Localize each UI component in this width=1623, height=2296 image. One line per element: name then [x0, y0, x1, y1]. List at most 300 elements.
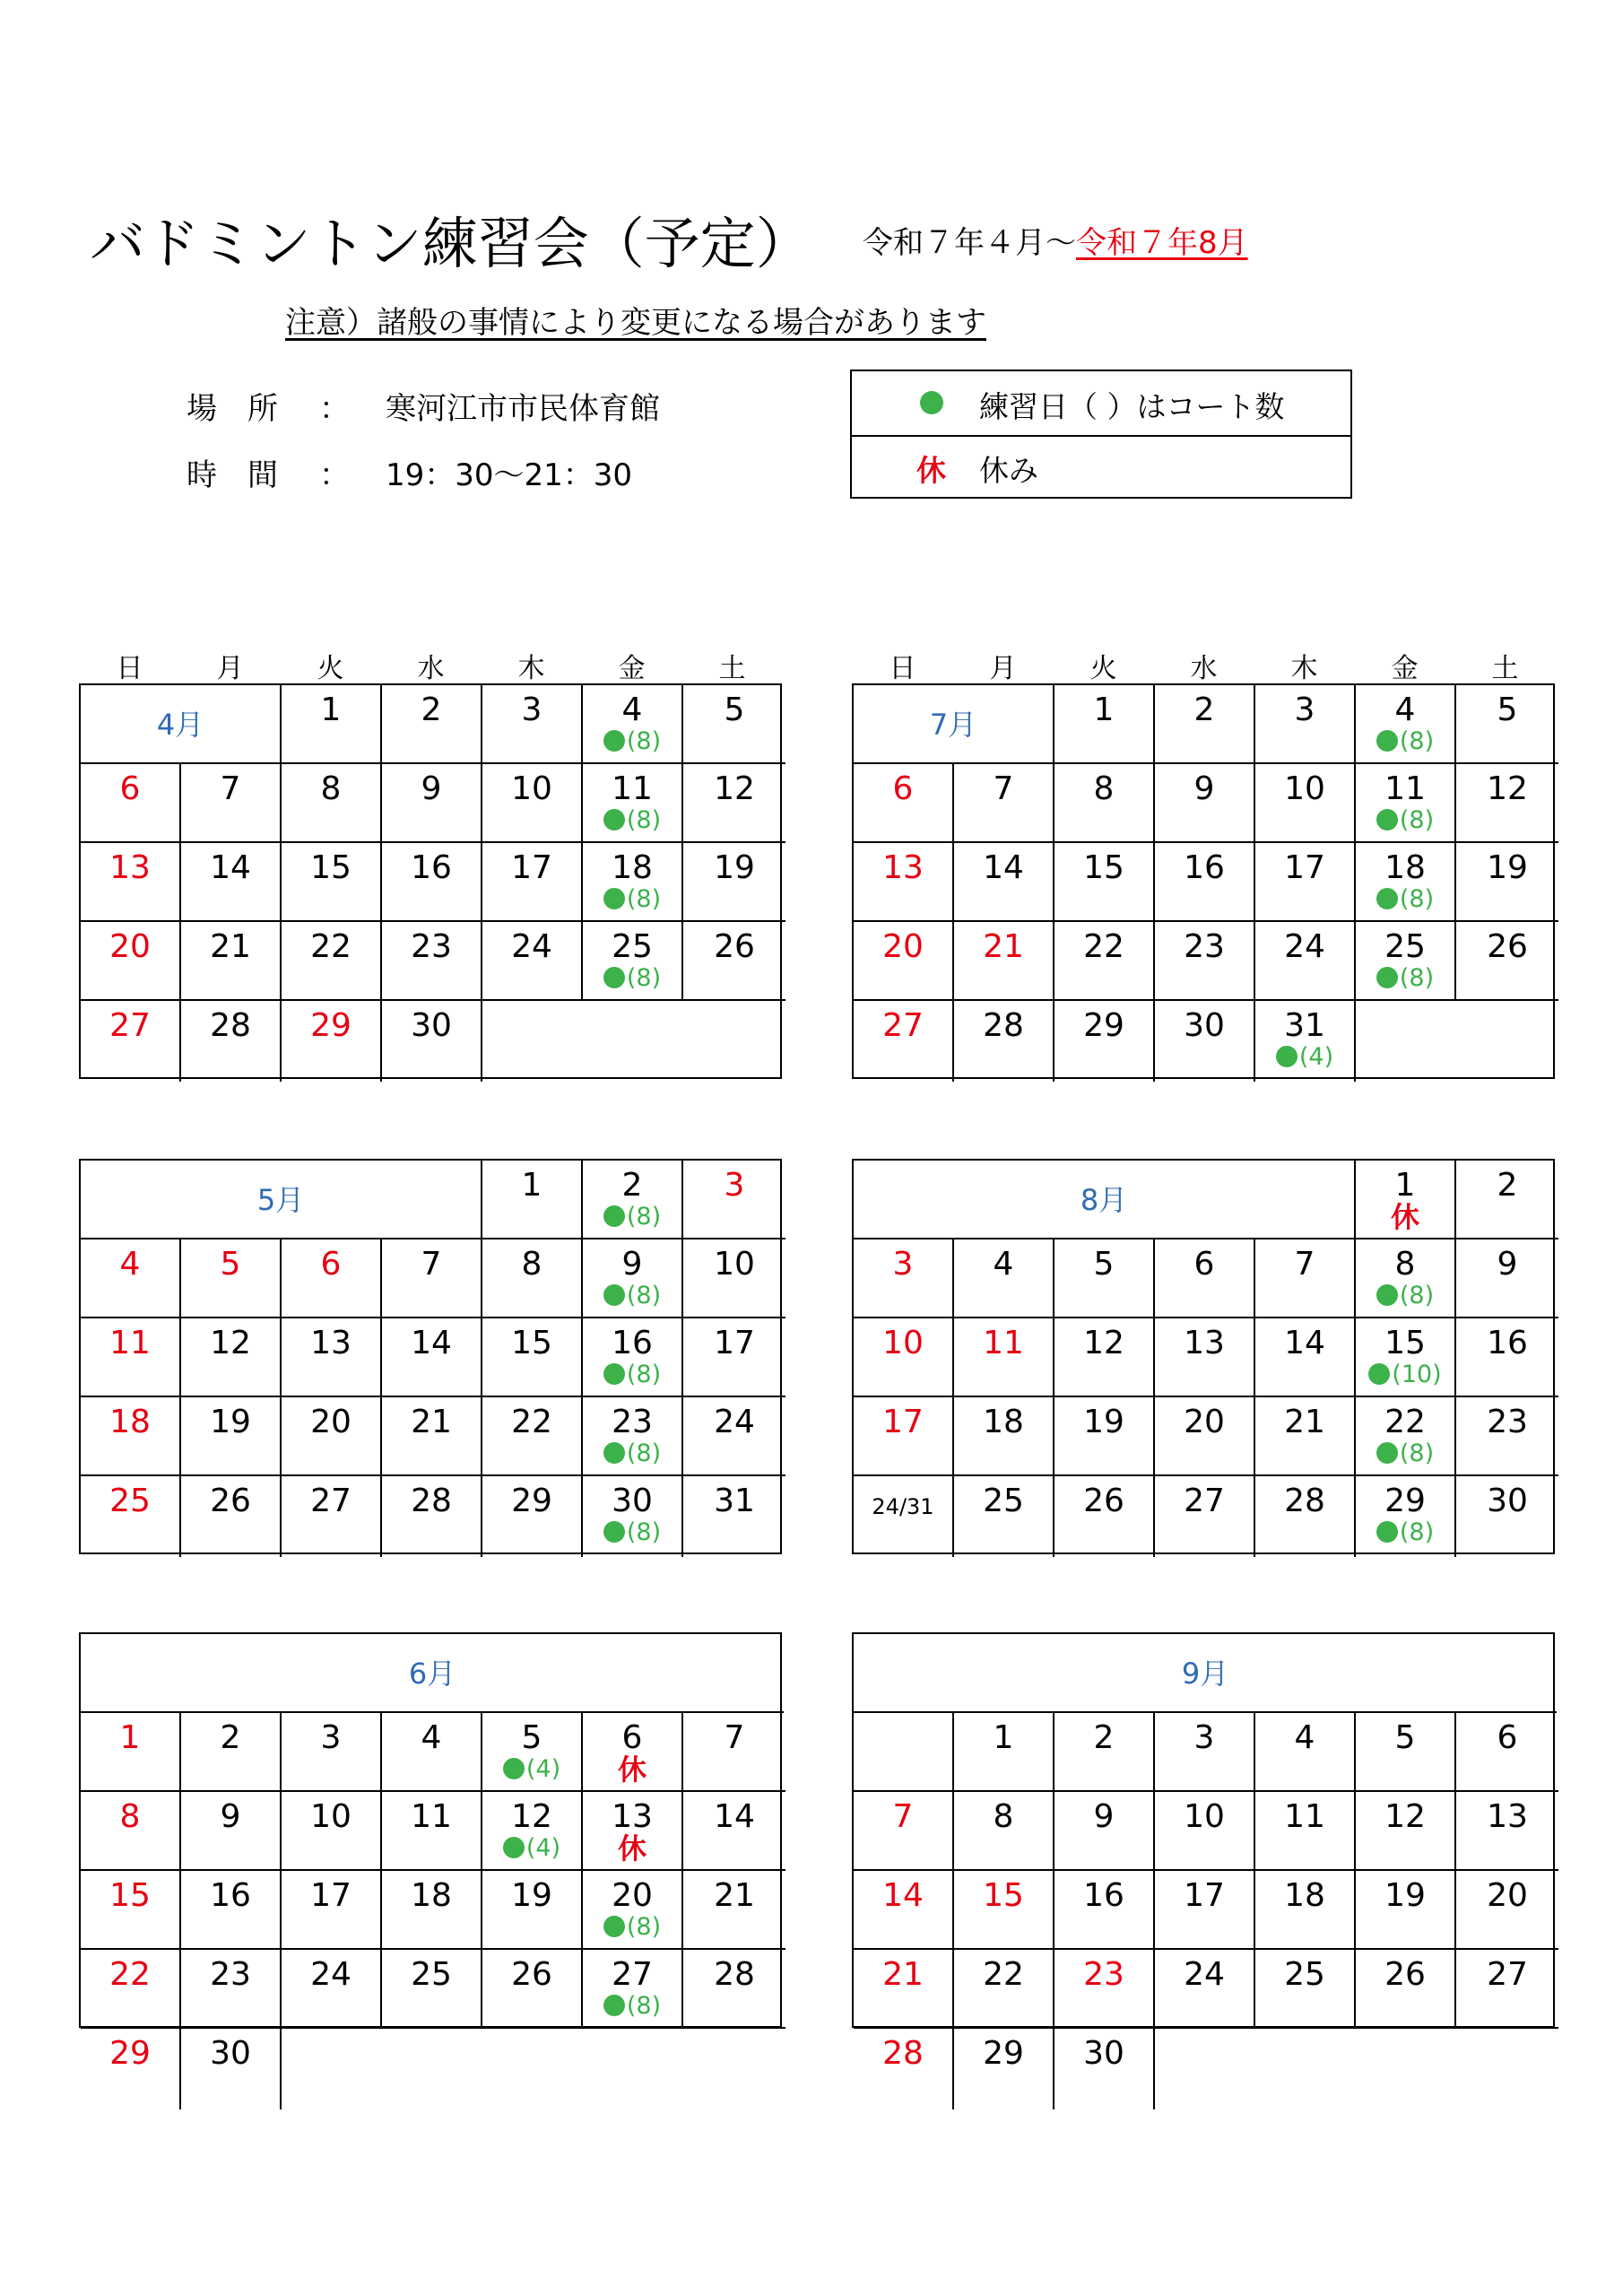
day-cell: [181, 1871, 282, 1950]
day-number: 3: [1193, 1719, 1215, 1756]
practice-dot-icon: [603, 1205, 625, 1227]
day-number: 11: [983, 1325, 1024, 1361]
legend-rest: [852, 435, 1350, 499]
day-cell: [1356, 1871, 1456, 1950]
period: [863, 218, 1248, 262]
weekday-header: 土: [1491, 653, 1519, 684]
day-number: 17: [310, 1877, 352, 1914]
day-cell: [1055, 1476, 1155, 1557]
day-number: 24: [310, 1956, 352, 1993]
month-label: 5月: [81, 1161, 482, 1239]
day-number: 13: [612, 1798, 653, 1835]
day-cell: [482, 1476, 583, 1557]
day-number: 19: [210, 1404, 251, 1440]
day-number: 14: [714, 1798, 755, 1835]
day-cell: [954, 764, 1055, 843]
day-number: 2: [1497, 1167, 1518, 1204]
practice-mark: [583, 886, 681, 913]
day-cell: [81, 1871, 181, 1950]
day-number: 7: [892, 1798, 914, 1835]
day-cell: [81, 1239, 181, 1318]
empty-cell: [1155, 2029, 1558, 2109]
weekday-header: 金: [1391, 653, 1419, 684]
day-cell: [1356, 1713, 1456, 1792]
practice-dot-icon: [1376, 809, 1398, 831]
day-cell: [583, 1792, 683, 1871]
court-count: (8): [626, 806, 662, 834]
day-cell: [282, 1001, 382, 1082]
day-number: 21: [983, 928, 1024, 965]
day-cell: [854, 843, 954, 922]
day-number: 12: [714, 770, 755, 807]
day-number: 3: [1294, 691, 1315, 728]
day-cell: [1055, 1318, 1155, 1397]
day-number: 8: [119, 1798, 141, 1835]
practice-dot-icon: [503, 1758, 525, 1779]
day-cell: [1255, 685, 1356, 764]
day-number: 25: [1384, 928, 1426, 965]
day-cell: [81, 1318, 181, 1397]
day-cell: [482, 843, 583, 922]
day-number: 19: [1384, 1877, 1426, 1914]
day-cell: [181, 764, 282, 843]
practice-mark: [583, 1361, 681, 1388]
day-number: 16: [612, 1325, 653, 1361]
day-number: 23: [1083, 1956, 1124, 1993]
day-number: 30: [1487, 1483, 1528, 1519]
day-cell: [1255, 1239, 1356, 1318]
day-number: 11: [612, 770, 653, 807]
day-number: 4: [1394, 691, 1416, 728]
day-number: 12: [1384, 1798, 1426, 1835]
day-number: 11: [109, 1325, 151, 1361]
day-number: 29: [1083, 1007, 1124, 1044]
practice-mark: [583, 1440, 681, 1467]
day-number: 1: [993, 1719, 1014, 1756]
day-cell: [583, 1950, 683, 2029]
day-cell: [382, 764, 482, 843]
day-number: 21: [411, 1404, 452, 1440]
day-cell: [482, 1792, 583, 1871]
day-number: 27: [612, 1956, 653, 1993]
day-number: 9: [1093, 1798, 1115, 1835]
day-cell: [583, 1161, 683, 1239]
day-number: 18: [109, 1404, 151, 1440]
day-number: 2: [220, 1719, 241, 1756]
day-cell: [583, 922, 683, 1001]
day-number: 19: [714, 849, 755, 886]
practice-dot-icon: [1376, 1284, 1398, 1306]
day-number: 18: [1284, 1877, 1325, 1914]
day-number: 5: [1093, 1246, 1115, 1283]
day-number: 9: [220, 1798, 241, 1835]
day-cell: [954, 843, 1055, 922]
day-number: 5: [724, 691, 745, 728]
day-number: 2: [621, 1167, 643, 1204]
practice-dot-icon: [603, 730, 625, 752]
day-cell: [1255, 1476, 1356, 1557]
court-count: (8): [1399, 964, 1435, 992]
day-number: 20: [109, 928, 151, 965]
day-cell: [282, 1476, 382, 1557]
day-cell: [954, 1397, 1055, 1476]
rest-mark: 休: [617, 1752, 647, 1787]
practice-dot-icon: [1376, 1442, 1398, 1464]
day-number: 16: [1487, 1325, 1528, 1361]
day-cell: [1255, 1871, 1356, 1950]
court-count: (8): [626, 1992, 662, 2020]
day-cell: [583, 843, 683, 922]
day-number: 15: [983, 1877, 1024, 1914]
day-cell: [282, 685, 382, 764]
time-label: 時 間: [187, 457, 278, 493]
practice-mark: [1255, 1044, 1354, 1071]
day-number: 22: [310, 928, 352, 965]
day-cell: [482, 1871, 583, 1950]
day-cell: [81, 2029, 181, 2109]
day-number: 2: [421, 691, 442, 728]
day-cell: [81, 764, 181, 843]
day-cell: [1456, 764, 1558, 843]
day-cell: [1456, 922, 1558, 1001]
day-number: 14: [411, 1325, 452, 1361]
day-number: 15: [1083, 849, 1124, 886]
day-number: 24: [714, 1404, 755, 1440]
day-cell: [181, 1476, 282, 1557]
practice-mark: [583, 728, 681, 755]
day-number: 29: [983, 2035, 1024, 2072]
court-count: (8): [1399, 727, 1435, 755]
day-number: 7: [1294, 1246, 1315, 1283]
day-number: 28: [983, 1007, 1024, 1044]
day-number: 6: [621, 1719, 643, 1756]
day-cell: [683, 1397, 785, 1476]
day-cell: [1155, 922, 1255, 1001]
day-number: 30: [411, 1007, 452, 1044]
day-number: 17: [1184, 1877, 1225, 1914]
practice-dot-icon: [603, 1916, 625, 1937]
day-number: 25: [983, 1483, 1024, 1519]
day-cell: [1055, 1871, 1155, 1950]
day-number: 8: [1093, 770, 1115, 807]
day-cell: [282, 1713, 382, 1792]
day-number: 21: [882, 1956, 924, 1993]
practice-mark: [1356, 886, 1454, 913]
day-cell: [683, 764, 785, 843]
day-cell: [1456, 1476, 1558, 1557]
place-colon: ：: [319, 391, 350, 427]
practice-mark: [583, 965, 681, 992]
day-number: 30: [210, 2035, 251, 2072]
time-value: 19：30～21：30: [386, 457, 633, 493]
practice-dot-icon: [503, 1837, 525, 1858]
day-number: 28: [714, 1956, 755, 1993]
day-cell: [81, 1476, 181, 1557]
day-number: 6: [892, 770, 914, 807]
day-cell: [81, 1001, 181, 1082]
day-number: 18: [411, 1877, 452, 1914]
day-number: 29: [1384, 1483, 1426, 1519]
practice-dot-icon: [603, 1284, 625, 1306]
day-cell: [1055, 1713, 1155, 1792]
legend-practice: [852, 371, 1350, 437]
practice-dot-icon: [603, 1363, 625, 1385]
practice-mark: [583, 1283, 681, 1309]
day-number: 19: [1083, 1404, 1124, 1440]
practice-dot-icon: [603, 1995, 625, 2016]
practice-mark: [583, 1204, 681, 1231]
day-number: 4: [421, 1719, 442, 1756]
court-count: (8): [1399, 885, 1435, 913]
day-cell: [583, 764, 683, 843]
day-cell: [181, 1713, 282, 1792]
day-cell: [683, 1318, 785, 1397]
day-number: 23: [612, 1404, 653, 1440]
day-number: 29: [310, 1007, 352, 1044]
day-cell: [81, 1950, 181, 2029]
day-number: 23: [1184, 928, 1225, 965]
period-end: 令和７年8月: [1076, 225, 1248, 261]
day-cell: [1456, 1318, 1558, 1397]
day-number: 17: [714, 1325, 755, 1361]
month-calendar: [79, 1159, 782, 1554]
day-cell: [854, 1792, 954, 1871]
place-value: 寒河江市市民体育館: [386, 391, 660, 427]
practice-mark: [583, 1519, 681, 1546]
day-cell: [683, 1792, 785, 1871]
day-cell: [482, 1318, 583, 1397]
practice-mark: [583, 807, 681, 834]
day-cell: [482, 922, 583, 1001]
day-number: 3: [724, 1167, 745, 1204]
day-cell: [482, 1239, 583, 1318]
day-cell: [954, 1001, 1055, 1082]
day-number: 5: [1394, 1719, 1416, 1756]
day-number: 17: [1284, 849, 1325, 886]
day-cell: [854, 1318, 954, 1397]
day-cell: [583, 1871, 683, 1950]
day-number: 20: [882, 928, 924, 965]
day-number: 6: [1193, 1246, 1215, 1283]
day-number: 9: [1497, 1246, 1518, 1283]
day-number: 22: [511, 1404, 552, 1440]
day-cell: [954, 1239, 1055, 1318]
day-cell: [81, 1792, 181, 1871]
day-number: 31: [1284, 1007, 1325, 1044]
day-number: 20: [1487, 1877, 1528, 1914]
empty-cell: [282, 2029, 785, 2109]
practice-dot-icon: [603, 1521, 625, 1543]
day-cell: [282, 1318, 382, 1397]
day-number: 16: [1184, 849, 1225, 886]
day-cell: [854, 1476, 954, 1557]
day-cell: [282, 1950, 382, 2029]
day-cell: [1055, 2029, 1155, 2109]
day-cell: [1255, 843, 1356, 922]
day-cell: [1456, 1713, 1558, 1792]
legend: [850, 370, 1352, 499]
day-number: 21: [714, 1877, 755, 1914]
day-number: 12: [1083, 1325, 1124, 1361]
practice-dot-icon: [1376, 888, 1398, 909]
day-cell: [1255, 1397, 1356, 1476]
day-cell: [683, 1871, 785, 1950]
day-cell: [1456, 1871, 1558, 1950]
month-calendar: [79, 683, 782, 1079]
day-number: 17: [511, 849, 552, 886]
day-number: 30: [1083, 2035, 1124, 2072]
day-cell: [1255, 764, 1356, 843]
day-cell: [1055, 843, 1155, 922]
day-cell: [1055, 1239, 1155, 1318]
day-number: 2: [1193, 691, 1215, 728]
day-number: 18: [983, 1404, 1024, 1440]
day-cell: [382, 922, 482, 1001]
day-number: 25: [109, 1483, 151, 1519]
day-number: 3: [320, 1719, 342, 1756]
day-number: 15: [109, 1877, 151, 1914]
day-cell: [1356, 1161, 1456, 1239]
day-cell: [954, 1950, 1055, 2029]
court-count: (10): [1392, 1361, 1442, 1388]
court-count: (4): [525, 1755, 561, 1783]
day-number: 14: [983, 849, 1024, 886]
day-cell: [683, 1161, 785, 1239]
day-number: 18: [612, 849, 653, 886]
day-number: 13: [1184, 1325, 1225, 1361]
day-cell: [1456, 1161, 1558, 1239]
notice: 注意）諸般の事情により変更になる場合があります: [285, 305, 986, 341]
practice-mark: [1356, 965, 1454, 992]
day-number: 1: [1394, 1167, 1416, 1204]
day-cell: [382, 1239, 482, 1318]
practice-dot-icon: [603, 967, 625, 988]
day-cell: [1155, 1476, 1255, 1557]
practice-dot-icon: [603, 1442, 625, 1464]
month-label: 7月: [854, 685, 1055, 764]
day-number: 8: [320, 770, 342, 807]
day-cell: [1456, 1239, 1558, 1318]
day-number: 4: [1294, 1719, 1315, 1756]
day-cell: [81, 1713, 181, 1792]
day-cell: [1255, 922, 1356, 1001]
weekday-header: 水: [1190, 653, 1218, 684]
practice-dot-icon: [920, 391, 943, 414]
day-number: 25: [612, 928, 653, 965]
day-number: 27: [882, 1007, 924, 1044]
day-number: 29: [511, 1483, 552, 1519]
day-number: 27: [1487, 1956, 1528, 1993]
practice-mark: [1356, 807, 1454, 834]
day-cell: [482, 685, 583, 764]
day-number: 12: [511, 1798, 552, 1835]
day-cell: [854, 1871, 954, 1950]
practice-mark: [1356, 1283, 1454, 1309]
day-number: 19: [511, 1877, 552, 1914]
practice-dot-icon: [1376, 730, 1398, 752]
day-number: 14: [882, 1877, 924, 1914]
day-number: 25: [411, 1956, 452, 1993]
day-number: 2: [1093, 1719, 1115, 1756]
day-number: 15: [310, 849, 352, 886]
day-cell: [683, 1950, 785, 2029]
day-number: 7: [421, 1246, 442, 1283]
practice-mark: [482, 1835, 581, 1862]
weekday-header: 金: [618, 653, 646, 684]
day-number: 8: [993, 1798, 1014, 1835]
day-cell: [1255, 1792, 1356, 1871]
day-number: 1: [1093, 691, 1115, 728]
weekday-header: 火: [1089, 653, 1117, 684]
day-cell: [1155, 1950, 1255, 2029]
day-number: 9: [1193, 770, 1215, 807]
day-cell: [482, 1713, 583, 1792]
day-cell: [683, 1713, 785, 1792]
day-cell: [954, 1792, 1055, 1871]
day-number: 7: [220, 770, 241, 807]
day-number: 7: [993, 770, 1014, 807]
day-number: 28: [210, 1007, 251, 1044]
court-count: (8): [626, 1203, 662, 1231]
day-number: 6: [1497, 1719, 1518, 1756]
day-cell: [1356, 1792, 1456, 1871]
day-cell: [1356, 764, 1456, 843]
day-cell: [181, 1239, 282, 1318]
rest-mark: 休: [1390, 1200, 1419, 1234]
weekday-header: 水: [417, 653, 445, 684]
weekday-header: 日: [116, 653, 143, 684]
day-number: 19: [1487, 849, 1528, 886]
day-cell: [282, 764, 382, 843]
court-count: (8): [626, 1439, 662, 1467]
day-number: 26: [1083, 1483, 1124, 1519]
day-number: 6: [320, 1246, 342, 1283]
weekday-header: 木: [1290, 653, 1318, 684]
month-calendar: [852, 683, 1555, 1079]
day-cell: [954, 1713, 1055, 1792]
day-number: 20: [1184, 1404, 1225, 1440]
day-number: 13: [109, 849, 151, 886]
day-cell: [954, 1476, 1055, 1557]
legend-rest-text: 休み: [979, 453, 1038, 488]
day-cell: [854, 764, 954, 843]
day-number: 1: [119, 1719, 141, 1756]
day-cell: [1155, 1397, 1255, 1476]
day-cell: [382, 1871, 482, 1950]
day-number: 23: [1487, 1404, 1528, 1440]
practice-dot-icon: [603, 809, 625, 831]
day-number: 24/31: [872, 1494, 934, 1519]
day-cell: [954, 922, 1055, 1001]
day-cell: [1155, 843, 1255, 922]
day-number: 14: [210, 849, 251, 886]
day-cell: [683, 1476, 785, 1557]
day-cell: [1356, 922, 1456, 1001]
court-count: (8): [626, 964, 662, 992]
month-label: 8月: [854, 1161, 1356, 1239]
month-label: 4月: [81, 685, 282, 764]
court-count: (8): [1399, 1439, 1435, 1467]
practice-mark: [1356, 728, 1454, 755]
day-cell: [1255, 1318, 1356, 1397]
day-cell: [1155, 685, 1255, 764]
weekday-header: 日: [889, 653, 916, 684]
practice-mark: [482, 1756, 581, 1783]
day-number: 22: [109, 1956, 151, 1993]
day-number: 15: [511, 1325, 552, 1361]
day-number: 26: [511, 1956, 552, 1993]
day-number: 30: [612, 1483, 653, 1519]
